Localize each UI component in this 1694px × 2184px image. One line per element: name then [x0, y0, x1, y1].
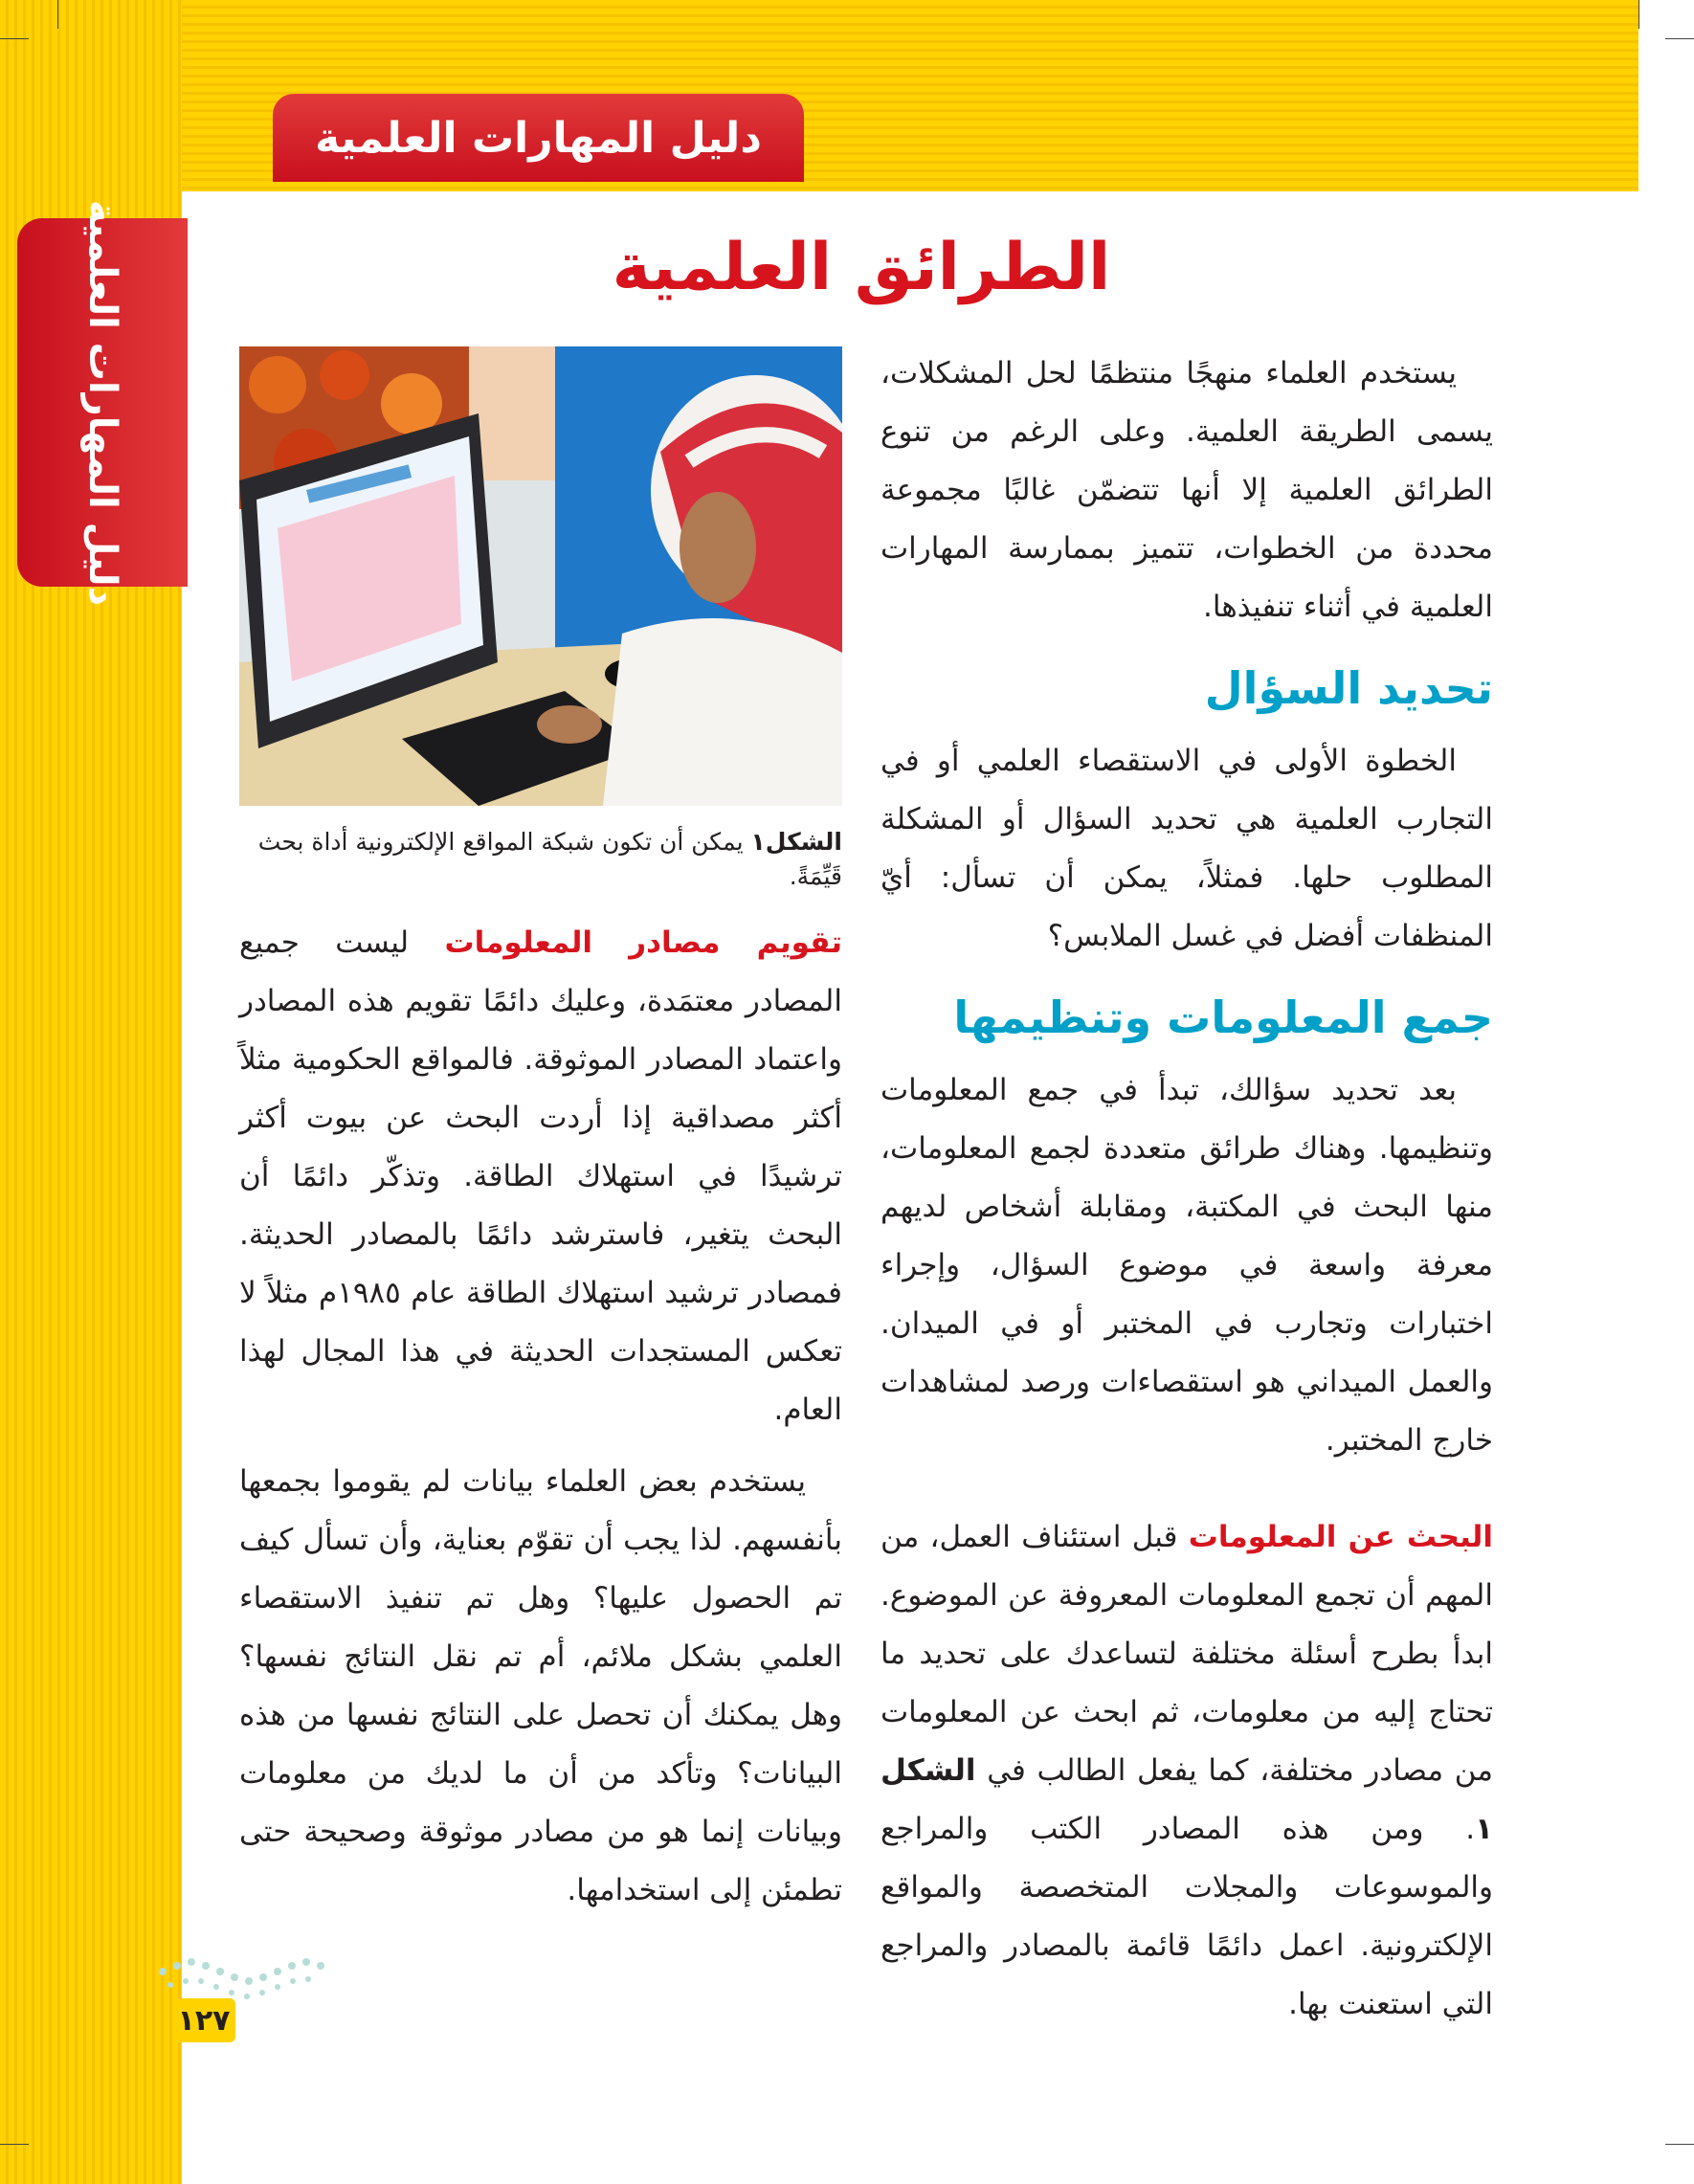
- figure-caption-text: يمكن أن تكون شبكة المواقع الإلكترونية أداة بحث قَيِّمَةً.: [257, 828, 842, 890]
- side-tab: [17, 199, 188, 606]
- figure-caption: [239, 825, 842, 894]
- figure-label: الشكل١: [750, 828, 842, 856]
- side-tab-label: دليل المهارات العلمية: [80, 199, 124, 606]
- page-title: الطرائق العلمية: [612, 230, 1111, 305]
- page-margin-right: [1638, 0, 1658, 2184]
- crop-mark: [57, 0, 58, 29]
- crop-mark: [1638, 0, 1639, 29]
- question-paragraph: الخطوة الأولى في الاستقصاء العلمي أو في التجارب العلمية هي تحديد السؤال أو المشكلة المطلوب حلها. فمثلاً، يمكن أن تسأل: أيّ المنظفات أفضل في غسل الملابس؟: [880, 744, 1493, 953]
- search-text-after: . ومن هذه المصادر الكتب والمراجع والموسوعات والمجلات المتخصصة والمواقع الإلكترونية. اعمل دائمًا قائمة بالمصادر والمراجع التي استعنت بها.: [880, 1812, 1493, 2021]
- figure-reference: الشكل ١: [880, 1753, 1493, 1846]
- intro-paragraph: يستخدم العلماء منهجًا منتظمًا لحل المشكلات، يسمى الطريقة العلمية. وعلى الرغم من تنوع الطرائق العلمية إلا أنها تتضمّن غالبًا مجموعة محددة من الخطوات، تتميز بممارسة المهارات العلمية في أثناء تنفيذها.: [880, 356, 1493, 624]
- evaluate-paragraph: [239, 914, 842, 1439]
- crop-mark: [1665, 2144, 1694, 2145]
- crop-mark: [0, 2144, 29, 2145]
- header-tab: [273, 94, 804, 182]
- ministry-logo-watermark: [144, 1952, 335, 2039]
- student-computer-photo: [239, 346, 842, 806]
- page-number: ١٢٧: [172, 1998, 235, 2042]
- photo-illustration: [239, 346, 842, 806]
- search-paragraph: [880, 1508, 1493, 2034]
- section-heading-question: تحديد السؤال: [1204, 662, 1493, 714]
- evaluate-text: ليست جميع المصادر معتمَدة، وعليك دائمًا تقويم هذه المصادر واعتماد المصادر الموثوقة. فالمواقع الحكومية مثلاً أكثر مصداقية إذا أردت البحث عن بيوت أكثر ترشيدًا في استهلاك الطاقة. وتذكّر دائمًا أن البحث يتغير، فاسترشد دائمًا بالمصادر الحديثة. فمصادر ترشيد استهلاك الطاقة عام ١٩٨٥م مثلاً لا تعكس المستجدات الحديثة في هذا المجال لهذا العام.: [239, 925, 842, 1427]
- search-text: قبل استئناف العمل، من المهم أن تجمع المعلومات المعروفة عن الموضوع. ابدأ بطرح أسئلة مختلفة لتساعدك على تحديد ما تحتاج إليه من معلومات، ثم ابحث عن المعلومات من مصادر مختلفة، كما يفعل الطالب في: [880, 1520, 1493, 1788]
- evaluate-lead: تقويم مصادر المعلومات: [444, 925, 842, 960]
- right-column: [880, 345, 1493, 2034]
- section-heading-collect: جمع المعلومات وتنظيمها: [953, 992, 1493, 1043]
- search-lead: البحث عن المعلومات: [1188, 1520, 1493, 1554]
- collect-paragraph: بعد تحديد سؤالك، تبدأ في جمع المعلومات وتنظيمها. وهناك طرائق متعددة لجمع المعلومات، منها البحث في المكتبة، ومقابلة أشخاص لديهم معرفة واسعة في موضوع السؤال، وإجراء اختبارات وتجارب في المختبر أو في الميدان. والعمل الميداني هو استقصاءات ورصد لمشاهدات خارج المختبر.: [880, 1073, 1493, 1458]
- header-tab-label: دليل المهارات العلمية: [315, 113, 762, 163]
- crop-mark: [1665, 38, 1694, 39]
- yellow-frame-top: [0, 0, 1638, 191]
- evaluate-paragraph-2: يستخدم بعض العلماء بيانات لم يقوموا بجمعها بأنفسهم. لذا يجب أن تقوّم بعناية، وأن تسأل كيف تم الحصول عليها؟ وهل تم تنفيذ الاستقصاء العلمي بشكل ملائم، أم تم نقل النتائج نفسها؟ وهل يمكنك أن تحصل على النتائج نفسها من هذه البيانات؟ وتأكد من أن ما لديك من معلومات وبيانات إنما هو من مصادر موثوقة وصحيحة حتى تطمئن إلى استخدامها.: [239, 1464, 842, 1907]
- crop-mark: [0, 38, 29, 39]
- left-column: [239, 914, 842, 1920]
